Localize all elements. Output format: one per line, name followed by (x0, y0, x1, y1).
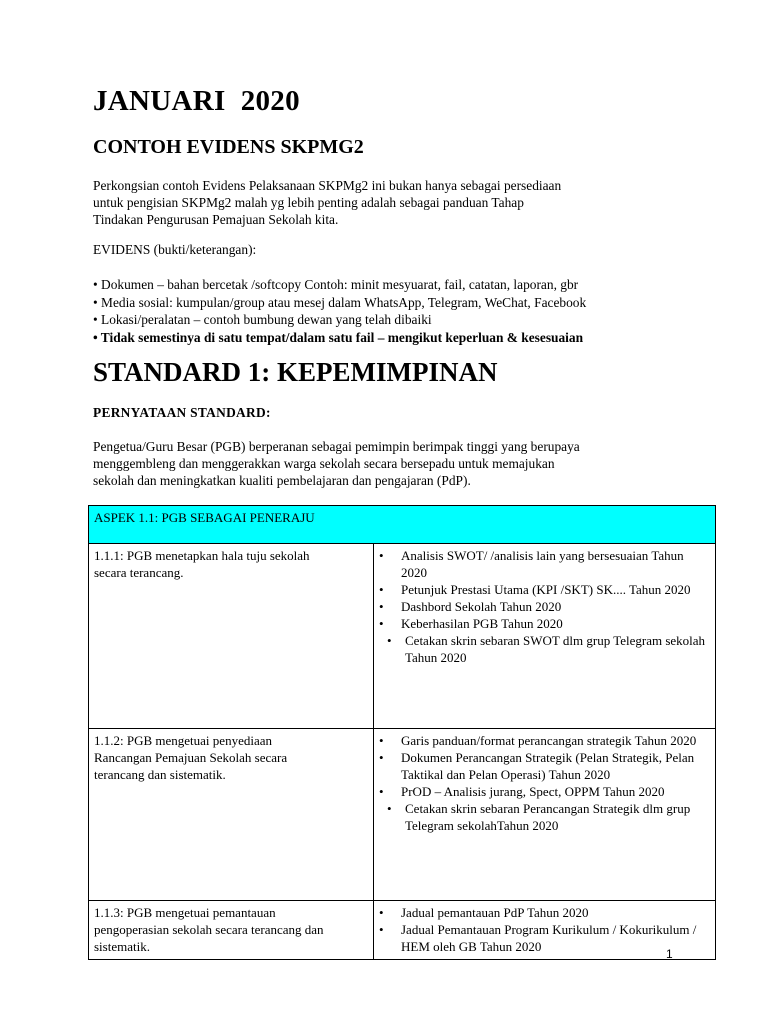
standard-heading: STANDARD 1: KEPEMIMPINAN (93, 357, 498, 387)
evidence-text: PrOD – Analisis jurang, Spect, OPPM Tahun 2020 (401, 784, 665, 799)
bullet-item: • Dokumen – bahan bercetak /softcopy Contoh: minit mesyuarat, fail, catatan, laporan, gbr (93, 277, 579, 292)
criteria-line: sistematik. (94, 939, 150, 954)
evidens-bullet-list (93, 276, 586, 346)
bullet-icon: • (379, 616, 384, 631)
criteria-line: secara terancang. (94, 565, 184, 580)
standard-paragraph (93, 438, 580, 489)
evidence-text: Jadual pemantauan PdP Tahun 2020 (401, 905, 589, 920)
aspek-header-cell: ASPEK 1.1: PGB SEBAGAI PENERAJU (89, 506, 716, 544)
criteria-cell (89, 729, 374, 901)
evidence-cell (374, 544, 716, 729)
aspek-header-row (89, 506, 716, 544)
bullet-icon: • (379, 750, 384, 765)
evidence-item (379, 921, 710, 955)
paragraph-line: Pengetua/Guru Besar (PGB) berperanan sebagai pemimpin berimpak tinggi yang berupaya (93, 439, 580, 454)
bullet-icon: • (379, 905, 384, 920)
evidence-item (379, 581, 710, 598)
evidence-item (379, 615, 710, 632)
bullet-item: • Lokasi/peralatan – contoh bumbung dewan yang telah dibaiki (93, 312, 432, 327)
document-subtitle: CONTOH EVIDENS SKPMG2 (93, 136, 364, 158)
evidence-item (379, 732, 710, 749)
paragraph-line: sekolah dan meningkatkan kualiti pembelajaran dan pengajaran (PdP). (93, 473, 471, 488)
paragraph-line: menggembleng dan menggerakkan warga sekolah secara bersepadu untuk memajukan (93, 456, 555, 471)
table-row (89, 544, 716, 729)
evidence-text: Analisis SWOT/ /analisis lain yang bersesuaian Tahun 2020 (401, 548, 684, 580)
bullet-icon: • (387, 801, 392, 816)
evidence-subitem (379, 800, 710, 834)
criteria-cell (89, 544, 374, 729)
evidence-text: Dokumen Perancangan Strategik (Pelan Strategik, Pelan Taktikal dan Pelan Operasi) Tahun 2020 (401, 750, 695, 782)
evidence-text: Jadual Pemantauan Program Kurikulum / Kokurikulum / HEM oleh GB Tahun 2020 (401, 922, 697, 954)
evidence-item (379, 904, 710, 921)
aspek-table (88, 505, 716, 960)
criteria-line: 1.1.3: PGB mengetuai pemantauan (94, 905, 276, 920)
intro-line: Perkongsian contoh Evidens Pelaksanaan SKPMg2 ini bukan hanya sebagai persediaan (93, 178, 562, 193)
evidence-item (379, 749, 710, 783)
criteria-line: Rancangan Pemajuan Sekolah secara (94, 750, 288, 765)
evidens-label: EVIDENS (bukti/keterangan): (93, 242, 257, 257)
criteria-line: 1.1.1: PGB menetapkan hala tuju sekolah (94, 548, 310, 563)
intro-paragraph (93, 177, 693, 228)
criteria-line: pengoperasian sekolah secara terancang dan (94, 922, 324, 937)
bullet-item: • Media sosial: kumpulan/group atau mesej dalam WhatsApp, Telegram, WeChat, Facebook (93, 294, 587, 310)
evidence-text: Cetakan skrin sebaran Perancangan Strategik dlm grup Telegram sekolahTahun 2020 (405, 801, 691, 833)
evidence-text: Garis panduan/format perancangan strategik Tahun 2020 (401, 733, 697, 748)
document-title: JANUARI 2020 (93, 85, 300, 117)
evidence-item (379, 783, 710, 800)
evidence-text: Cetakan skrin sebaran SWOT dlm grup Telegram sekolah Tahun 2020 (405, 633, 706, 665)
evidence-cell (374, 729, 716, 901)
criteria-line: terancang dan sistematik. (94, 767, 226, 782)
evidence-list (379, 904, 710, 955)
criteria-line: 1.1.2: PGB mengetuai penyediaan (94, 733, 272, 748)
table-row (89, 729, 716, 901)
evidence-subitem (379, 632, 710, 666)
evidence-cell (374, 901, 716, 960)
bullet-icon: • (379, 733, 384, 748)
bullet-item-bold: • Tidak semestinya di satu tempat/dalam satu fail – mengikut keperluan & kesesuaian (93, 329, 584, 345)
bullet-icon: • (379, 922, 384, 937)
evidence-list (379, 732, 710, 834)
intro-line: untuk pengisian SKPMg2 malah yg lebih penting adalah sebagai panduan Tahap (93, 195, 524, 210)
page-number: 1 (666, 947, 673, 961)
table-row (89, 901, 716, 960)
bullet-icon: • (387, 633, 392, 648)
intro-line: Tindakan Pengurusan Pemajuan Sekolah kita. (93, 212, 339, 227)
criteria-cell (89, 901, 374, 960)
evidence-text: Keberhasilan PGB Tahun 2020 (401, 616, 563, 631)
evidence-text: Petunjuk Prestasi Utama (KPI /SKT) SK.... Tahun 2020 (401, 582, 691, 597)
bullet-icon: • (379, 582, 384, 597)
bullet-icon: • (379, 784, 384, 799)
evidence-text: Dashbord Sekolah Tahun 2020 (401, 599, 562, 614)
bullet-icon: • (379, 548, 384, 563)
bullet-icon: • (379, 599, 384, 614)
evidence-list (379, 547, 710, 666)
pernyataan-standard-label: PERNYATAAN STANDARD: (93, 405, 271, 420)
evidence-item (379, 547, 710, 581)
evidence-item (379, 598, 710, 615)
